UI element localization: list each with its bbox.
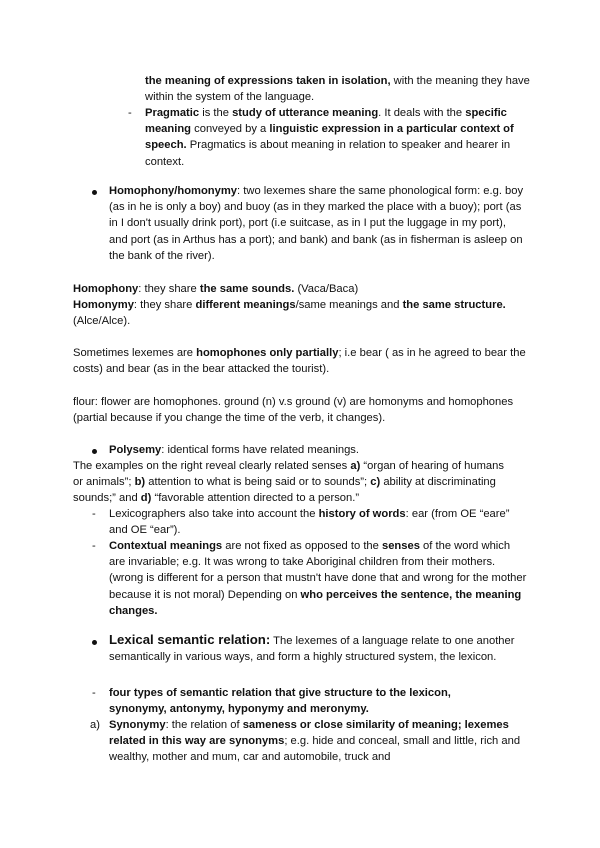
paragraph-four-types: four types of semantic relation that give structure to the lexicon, synonymy, antonymy, hyponymy and meronymy. (109, 687, 451, 716)
paragraph-homophony: Homophony: they share the same sounds. (Vaca/Baca) (73, 283, 359, 295)
dash-marker: - (92, 540, 96, 552)
dash-marker: - (92, 687, 96, 699)
paragraph-pragmatic: Pragmatic is the study of utterance meaning. It deals with the specific meaning conveyed by a linguistic expression in a particular context of speech. Pragmatics is about meaning in relation to speaker and hearer in context. (145, 107, 514, 168)
paragraph-semantics-isolation: the meaning of expressions taken in isolation, with the meaning they have within the system of the language. (145, 75, 530, 104)
paragraph-history-of-words: Lexicographers also take into account the history of words: ear (from OE “eare” and OE “ear”). (109, 508, 510, 537)
bullet-icon (92, 640, 97, 645)
paragraph-flour-flower: flour: flower are homophones. ground (n) v.s ground (v) are homonyms and homophones (partial because if you change the time of the verb, it changes). (73, 396, 514, 425)
paragraph-homonymy: Homonymy: they share different meanings/same meanings and the same structure. (Alce/Alce). (73, 299, 506, 328)
paragraph-ear-senses: The examples on the right reveal clearly related senses a) “organ of hearing of humans or animals”; b) attention to what is being said or to sounds”; c) ability at discriminating sounds;” and d) “favorable attention directed to a person.” (73, 460, 504, 505)
list-marker-a: a) (90, 719, 100, 731)
dash-marker: - (128, 107, 132, 119)
paragraph-synonymy: Synonymy: the relation of sameness or close similarity of meaning; lexemes related in this way are synonyms; e.g. hide and conceal, small and little, rich and wealthy, mother and mum, car and automobile, truck and (109, 719, 521, 764)
paragraph-lexical-semantic-relation: Lexical semantic relation: The lexemes of a language relate to one another semantically in various ways, and form a highly structured system, the lexicon. (109, 632, 515, 664)
paragraph-polysemy: Polysemy: identical forms have related meanings. (109, 444, 359, 456)
dash-marker: - (92, 508, 96, 520)
bullet-icon (92, 449, 97, 454)
paragraph-homophony-homonymy: Homophony/homonymy: two lexemes share the same phonological form: e.g. boy (as in he is only a boy) and buoy (as in they marked the place with a buoy); port (as in I don't usually drink port), port (i.e suitcase, as in I put the luggage in my port), and port (as in Arthus has a port); and bank) and bank (as in fisherman is asleep on the bank of the river). (109, 185, 524, 262)
paragraph-partial-homophones: Sometimes lexemes are homophones only partially; i.e bear ( as in he agreed to bear the costs) and bear (as in the bear attacked the tourist). (73, 347, 526, 376)
bullet-icon (92, 190, 97, 195)
paragraph-contextual-meanings: Contextual meanings are not fixed as opposed to the senses of the word which are invariable; e.g. It was wrong to take Aboriginal children from their mothers. (wrong is different for a person that mustn't have done that and wrong for the mother because it is not moral) Depending on who perceives the sentence, the meaning changes. (109, 540, 527, 617)
